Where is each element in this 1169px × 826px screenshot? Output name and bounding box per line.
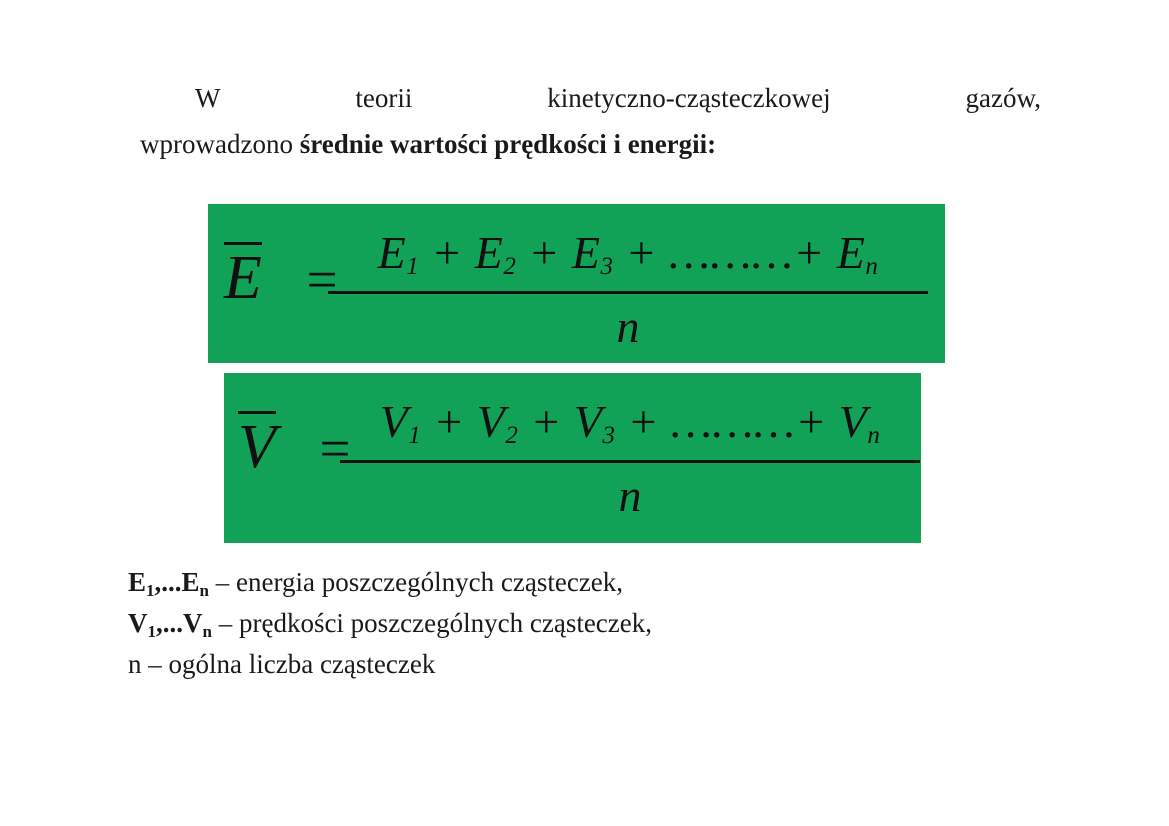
intro-line2-suffix: : bbox=[707, 128, 717, 159]
fraction-denominator-e: n bbox=[616, 301, 640, 352]
legend-desc-count: – ogólna liczba cząsteczek bbox=[141, 648, 436, 679]
formula-lhs-symbol-v bbox=[238, 411, 276, 481]
legend-sub-vn: n bbox=[202, 621, 212, 641]
num-term-e2: E bbox=[474, 227, 504, 278]
formula-box-mean-energy bbox=[208, 204, 945, 363]
fraction-numerator-e bbox=[328, 226, 928, 281]
legend-middle-v: ,... bbox=[156, 607, 183, 638]
num-sub-v2: 2 bbox=[505, 422, 519, 449]
fraction-bar-e bbox=[328, 291, 928, 294]
num-plus-1: + bbox=[419, 227, 475, 278]
num-term-e1: E bbox=[377, 227, 407, 278]
intro-line2-emphasis: średnie wartości prędkości i energii bbox=[299, 128, 708, 159]
num-ellipsis: + ………+ bbox=[613, 227, 837, 278]
num-sub-e1: 1 bbox=[406, 253, 420, 280]
intro-word-3: kinetyczno-cząsteczkowej bbox=[547, 83, 831, 113]
num-sub-v3: 3 bbox=[602, 422, 616, 449]
legend-item-velocity bbox=[128, 604, 652, 645]
legend-sub-v1: 1 bbox=[147, 621, 156, 641]
num-plus-2: + bbox=[516, 227, 572, 278]
legend-list bbox=[128, 563, 652, 684]
intro-word-1: W bbox=[195, 83, 221, 113]
formula-mean-energy bbox=[208, 204, 945, 363]
legend-symbol-v1: V bbox=[128, 607, 148, 638]
legend-symbol-n: n bbox=[128, 648, 142, 679]
num-plus-v2: + bbox=[518, 396, 574, 447]
num-plus-v1: + bbox=[421, 396, 477, 447]
num-term-vn: V bbox=[838, 396, 868, 447]
legend-sub-en: n bbox=[199, 581, 209, 600]
legend-sub-e1: 1 bbox=[146, 581, 155, 600]
legend-desc-velocity: – prędkości poszczególnych cząsteczek, bbox=[211, 607, 653, 638]
num-term-en: E bbox=[836, 227, 866, 278]
equals-sign-v: = bbox=[316, 418, 354, 479]
legend-desc-energy: – energia poszczególnych cząsteczek, bbox=[209, 567, 624, 597]
intro-word-2: teorii bbox=[355, 83, 413, 113]
formula-box-mean-velocity bbox=[224, 373, 921, 543]
intro-word-4: gazów, bbox=[965, 83, 1041, 113]
num-term-v1: V bbox=[379, 396, 409, 447]
num-term-e3: E bbox=[571, 227, 601, 278]
intro-line-1 bbox=[140, 78, 1045, 120]
intro-paragraph bbox=[140, 78, 1045, 166]
num-sub-en: n bbox=[865, 253, 879, 280]
fraction-v bbox=[340, 395, 920, 522]
fraction-denominator-v: n bbox=[618, 470, 642, 521]
num-sub-e3: 3 bbox=[600, 253, 614, 280]
legend-symbol-e1: E bbox=[128, 567, 147, 597]
lhs-letter-v: V bbox=[238, 413, 276, 481]
legend-item-count bbox=[128, 645, 652, 684]
num-sub-v1: 1 bbox=[408, 422, 422, 449]
num-term-v3: V bbox=[573, 396, 603, 447]
num-sub-vn: n bbox=[867, 422, 881, 449]
num-sub-e2: 2 bbox=[503, 253, 517, 280]
legend-symbol-en: E bbox=[181, 567, 200, 597]
legend-symbol-vn: V bbox=[183, 607, 203, 638]
formula-mean-velocity bbox=[224, 373, 921, 543]
legend-item-energy bbox=[128, 563, 652, 604]
intro-line-2 bbox=[140, 124, 1045, 166]
intro-line2-prefix: wprowadzono bbox=[140, 128, 300, 159]
formula-lhs-symbol bbox=[224, 242, 262, 312]
equals-sign-e: = bbox=[303, 249, 341, 310]
fraction-bar-v bbox=[340, 460, 920, 463]
num-term-v2: V bbox=[476, 396, 506, 447]
fraction-e bbox=[328, 226, 928, 353]
fraction-numerator-v bbox=[340, 395, 920, 450]
lhs-letter-e: E bbox=[224, 244, 262, 312]
legend-middle-e: ,... bbox=[154, 567, 182, 597]
num-ellipsis-v: + ………+ bbox=[615, 396, 839, 447]
